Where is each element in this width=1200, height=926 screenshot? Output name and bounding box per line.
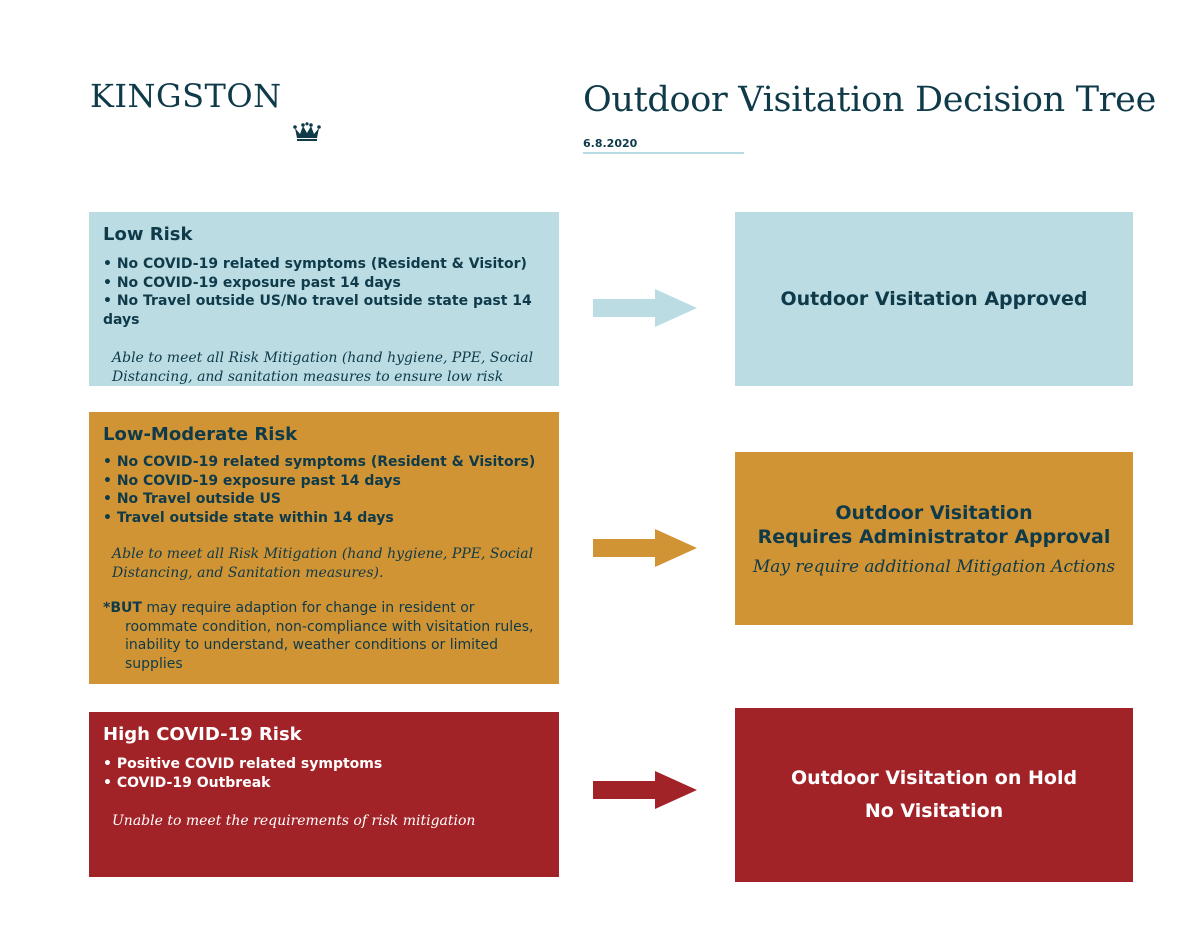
outcome-box-approved	[735, 212, 1133, 386]
risk-box-low-moderate	[89, 412, 559, 684]
risk-caveat	[103, 599, 545, 673]
risk-criterion: • COVID-19 Outbreak	[103, 774, 545, 793]
risk-criterion: • No Travel outside US/No travel outside state past 14 days	[103, 292, 545, 329]
crown-icon	[292, 122, 322, 142]
arrow-right-icon	[593, 289, 697, 327]
outcome-line: Requires Administrator Approval	[757, 525, 1111, 548]
outcome-line: Outdoor Visitation Approved	[780, 288, 1088, 310]
outcome-box-on-hold	[735, 708, 1133, 882]
outcome-line: Outdoor Visitation	[835, 501, 1033, 524]
risk-note: Able to meet all Risk Mitigation (hand hygiene, PPE, Social Distancing, and sanitation measures to ensure low risk	[112, 350, 534, 385]
risk-note: Unable to meet the requirements of risk mitigation	[112, 813, 476, 829]
risk-heading: Low Risk	[103, 224, 193, 245]
arrow-right-icon	[593, 529, 697, 567]
risk-box-high	[89, 712, 559, 877]
risk-criterion: • Travel outside state within 14 days	[103, 509, 545, 528]
caveat-text: may require adaption for change in resident or roommate condition, non-compliance with visitation rules, inability to understand, weather conditions or limited supplies	[125, 600, 534, 672]
risk-heading: High COVID-19 Risk	[103, 724, 302, 745]
logo-wordmark: KINGSTON	[90, 77, 282, 115]
risk-criterion: • Positive COVID related symptoms	[103, 755, 545, 774]
outcome-line: No Visitation	[864, 800, 1004, 822]
risk-box-low	[89, 212, 559, 386]
date-divider	[583, 152, 744, 154]
outcome-box-admin-approval	[735, 452, 1133, 625]
risk-criterion: • No COVID-19 exposure past 14 days	[103, 472, 545, 491]
page-date: 6.8.2020	[583, 137, 638, 150]
outcome-subtext: May require additional Mitigation Actions	[752, 556, 1116, 577]
risk-criteria-list	[103, 255, 545, 329]
risk-heading: Low-Moderate Risk	[103, 424, 298, 445]
page-title: Outdoor Visitation Decision Tree	[583, 80, 1157, 120]
risk-criterion: • No COVID-19 exposure past 14 days	[103, 274, 545, 293]
risk-criterion: • No COVID-19 related symptoms (Resident & Visitor)	[103, 255, 545, 274]
risk-criteria-list	[103, 755, 545, 792]
risk-note: Able to meet all Risk Mitigation (hand hygiene, PPE, Social Distancing, and Sanitation measures).	[112, 546, 534, 581]
arrow-right-icon	[593, 771, 697, 809]
risk-criterion: • No COVID-19 related symptoms (Resident & Visitors)	[103, 453, 545, 472]
risk-criterion: • No Travel outside US	[103, 490, 545, 509]
outcome-line: Outdoor Visitation on Hold	[790, 767, 1078, 789]
caveat-lead: *BUT	[103, 600, 142, 616]
risk-criteria-list	[103, 453, 545, 527]
